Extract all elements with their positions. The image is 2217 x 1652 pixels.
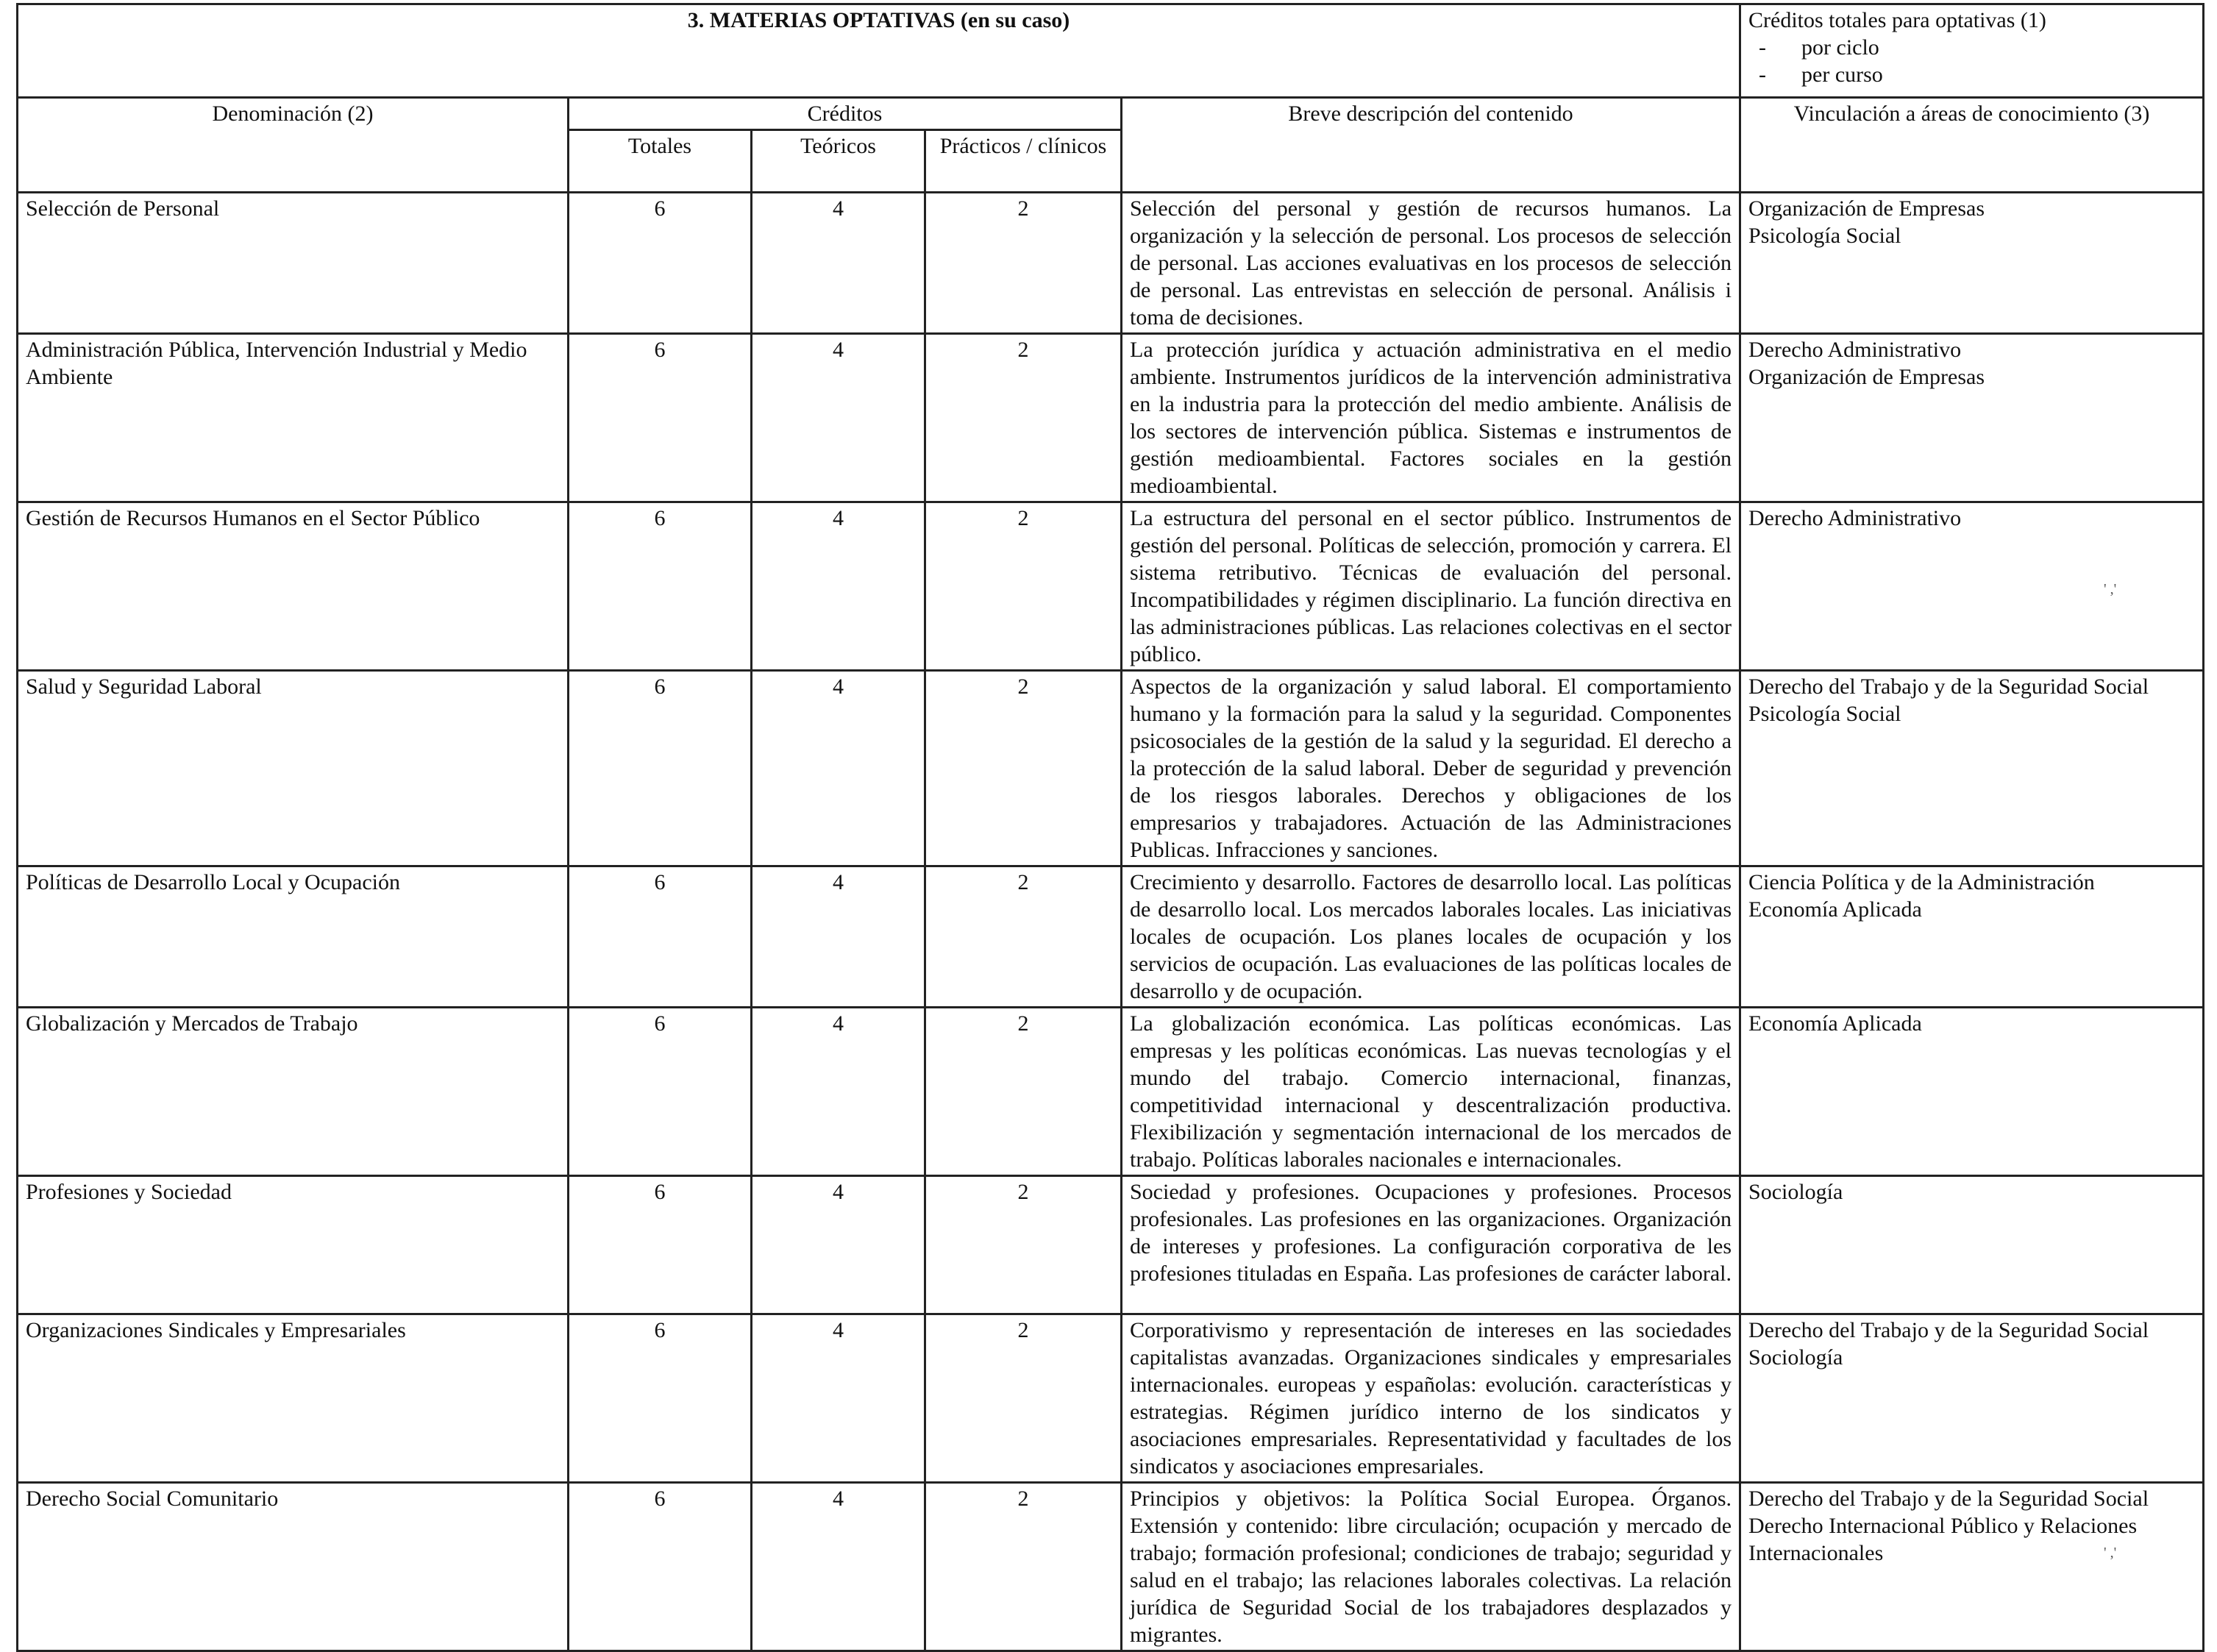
header-practice: Prácticos / clínicos — [925, 130, 1122, 193]
knowledge-areas — [1740, 866, 2204, 1008]
knowledge-area: Economía Aplicada — [1748, 897, 1922, 922]
header-theory: Teóricos — [752, 130, 925, 193]
knowledge-area: Organización de Empresas — [1748, 196, 1985, 221]
subject-row — [18, 866, 2204, 1008]
credits-total: 6 — [569, 193, 752, 334]
knowledge-area: Derecho del Trabajo y de la Seguridad Social — [1748, 674, 2149, 699]
subject-name: Gestión de Recursos Humanos en el Sector Público — [18, 502, 569, 671]
subject-description: La globalización económica. Las políticas económicas. Las empresas y les políticas económicas. Las nuevas tecnologías y el mundo del trabajo. Comercio internacional, finanzas, competitividad internacional y descentralización productiva. Flexibilización y segmentación internacional de los mercados de trabajo. Políticas laborales nacionales e internacionales. — [1122, 1008, 1740, 1176]
credits-total: 6 — [569, 1483, 752, 1651]
subject-name: Profesiones y Sociedad — [18, 1176, 569, 1314]
credits-theory: 4 — [752, 866, 925, 1008]
credits-practice: 2 — [925, 193, 1122, 334]
knowledge-areas — [1740, 193, 2204, 334]
credits-theory: 4 — [752, 334, 925, 502]
subject-name: Administración Pública, Intervención Industrial y Medio Ambiente — [18, 334, 569, 502]
knowledge-areas — [1740, 334, 2204, 502]
knowledge-area: Ciencia Política y de la Administración — [1748, 870, 2095, 894]
knowledge-areas — [1740, 1314, 2204, 1483]
knowledge-area: Psicología Social — [1748, 702, 1901, 726]
subject-name: Organizaciones Sindicales y Empresariales — [18, 1314, 569, 1483]
subject-name: Selección de Personal — [18, 193, 569, 334]
credits-total: 6 — [569, 1008, 752, 1176]
subject-description: La protección jurídica y actuación administrativa en el medio ambiente. Instrumentos jurídicos de la intervención administrativa en la industria para la protección del medio ambiente. Análisis de los sectores de intervención pública. Sistemas e instrumentos de gestión medioambiental. Factores sociales en la gestión medioambiental. — [1122, 334, 1740, 502]
credits-practice: 2 — [925, 1008, 1122, 1176]
knowledge-area: Sociología — [1748, 1180, 1843, 1204]
subject-row — [18, 671, 2204, 866]
title-row — [18, 4, 2204, 98]
header-totals: Totales — [569, 130, 752, 193]
knowledge-area: Psicología Social — [1748, 224, 1901, 248]
subject-row — [18, 193, 2204, 334]
knowledge-area: Derecho Administrativo — [1748, 506, 1962, 530]
credits-theory: 4 — [752, 1008, 925, 1176]
knowledge-areas — [1740, 1176, 2204, 1314]
knowledge-area: Organización de Empresas — [1748, 365, 1985, 389]
header-row — [18, 98, 2204, 130]
knowledge-area: Sociología — [1748, 1345, 1843, 1370]
credits-practice: 2 — [925, 1314, 1122, 1483]
credits-total: 6 — [569, 334, 752, 502]
scan-speck: ' ,' — [2104, 1545, 2117, 1561]
knowledge-area: Derecho del Trabajo y de la Seguridad Social — [1748, 1487, 2149, 1511]
subject-description: La estructura del personal en el sector público. Instrumentos de gestión del personal. Políticas de selección, promoción y carrera. El sistema retributivo. Técnicas de evaluación del personal. Incompatibilidades y régimen disciplinario. La función directiva en las administraciones públicas. Las relaciones colectivas en el sector público. — [1122, 502, 1740, 671]
subject-description: Corporativismo y representación de intereses en las sociedades capitalistas avanzadas. Organizaciones sindicales y empresariales internacionales. europeas y españolas: evolución. características y estrategias. Régimen jurídico interno de los sindicatos y asociaciones empresariales. Representatividad y facultades de los sindicatos y asociaciones empresariales. — [1122, 1314, 1740, 1483]
subject-name: Derecho Social Comunitario — [18, 1483, 569, 1651]
knowledge-areas — [1740, 502, 2204, 671]
subject-row — [18, 502, 2204, 671]
subject-description: Selección del personal y gestión de recursos humanos. La organización y la selección de personal. Los procesos de selección de personal. Las acciones evaluativas en los procesos de selección de personal. Las entrevistas en selección de personal. Análisis i toma de decisiones. — [1122, 193, 1740, 334]
subject-row — [18, 1176, 2204, 1314]
knowledge-areas — [1740, 671, 2204, 866]
credits-practice: 2 — [925, 1483, 1122, 1651]
credits-practice: 2 — [925, 671, 1122, 866]
per-cycle-label: por ciclo — [1801, 35, 1879, 60]
scan-speck: ' ,' — [2104, 581, 2117, 597]
knowledge-area: Derecho Internacional Público y Relaciones Internacionales — [1748, 1514, 2138, 1565]
optional-subjects-table — [16, 3, 2204, 1652]
subject-row — [18, 1008, 2204, 1176]
subject-description: Crecimiento y desarrollo. Factores de desarrollo local. Las políticas de desarrollo local. Los mercados laborales locales. Las iniciativas locales de ocupación. Los planes locales de ocupación y los servicios de ocupación. Las evaluaciones de las políticas locales de desarrollo y de ocupación. — [1122, 866, 1740, 1008]
credits-practice: 2 — [925, 1176, 1122, 1314]
header-description: Breve descripción del contenido — [1122, 98, 1740, 193]
credits-total: 6 — [569, 866, 752, 1008]
credits-theory: 4 — [752, 1483, 925, 1651]
credits-theory: 4 — [752, 502, 925, 671]
knowledge-areas — [1740, 1483, 2204, 1651]
subject-name: Globalización y Mercados de Trabajo — [18, 1008, 569, 1176]
credits-theory: 4 — [752, 1314, 925, 1483]
subject-description: Principios y objetivos: la Política Social Europea. Órganos. Extensión y contenido: libre circulación; ocupación y mercado de trabajo; formación profesional; condiciones de trabajo; seguridad y salud en el trabajo; las relaciones laborales colectivas. La relación jurídica de Seguridad Social de los trabajadores desplazados y migrantes. — [1122, 1483, 1740, 1651]
credits-total: 6 — [569, 1314, 752, 1483]
total-credits-label: Créditos totales para optativas (1) — [1748, 8, 2046, 32]
subject-row — [18, 1314, 2204, 1483]
subject-name: Políticas de Desarrollo Local y Ocupación — [18, 866, 569, 1008]
credits-total: 6 — [569, 671, 752, 866]
knowledge-area: Economía Aplicada — [1748, 1011, 1922, 1036]
subject-row — [18, 1483, 2204, 1651]
subject-description: Aspectos de la organización y salud laboral. El comportamiento humano y la formación para la salud y la seguridad. Componentes psicosociales de la gestión de la salud y la seguridad. El derecho a la protección de la salud laboral. Deber de seguridad y prevención de los riesgos laborales. Derechos y obligaciones de los empresarios y trabajadores. Actuación de las Administraciones Publicas. Infracciones y sanciones. — [1122, 671, 1740, 866]
credits-practice: 2 — [925, 334, 1122, 502]
credits-practice: 2 — [925, 502, 1122, 671]
knowledge-area: Derecho Administrativo — [1748, 338, 1962, 362]
credits-total: 6 — [569, 1176, 752, 1314]
knowledge-area: Derecho del Trabajo y de la Seguridad Social — [1748, 1318, 2149, 1342]
header-name: Denominación (2) — [18, 98, 569, 193]
credits-practice: 2 — [925, 866, 1122, 1008]
subject-row — [18, 334, 2204, 502]
page-title: 3. MATERIAS OPTATIVAS (en su caso) — [18, 4, 1740, 98]
header-credits: Créditos — [569, 98, 1122, 130]
subject-name: Salud y Seguridad Laboral — [18, 671, 569, 866]
subject-description: Sociedad y profesiones. Ocupaciones y profesiones. Procesos profesionales. Las profesiones en las organizaciones. Organización de intereses y profesiones. La configuración corporativa de les profesiones tituladas en España. Las profesiones de carácter laboral. — [1122, 1176, 1740, 1314]
credits-total: 6 — [569, 502, 752, 671]
credits-theory: 4 — [752, 671, 925, 866]
credits-theory: 4 — [752, 193, 925, 334]
knowledge-areas — [1740, 1008, 2204, 1176]
total-credits-box: Créditos totales para optativas (1) - por ciclo - per curso — [1740, 4, 2204, 98]
header-areas: Vinculación a áreas de conocimiento (3) — [1740, 98, 2204, 193]
credits-theory: 4 — [752, 1176, 925, 1314]
per-course-label: per curso — [1801, 63, 1883, 87]
